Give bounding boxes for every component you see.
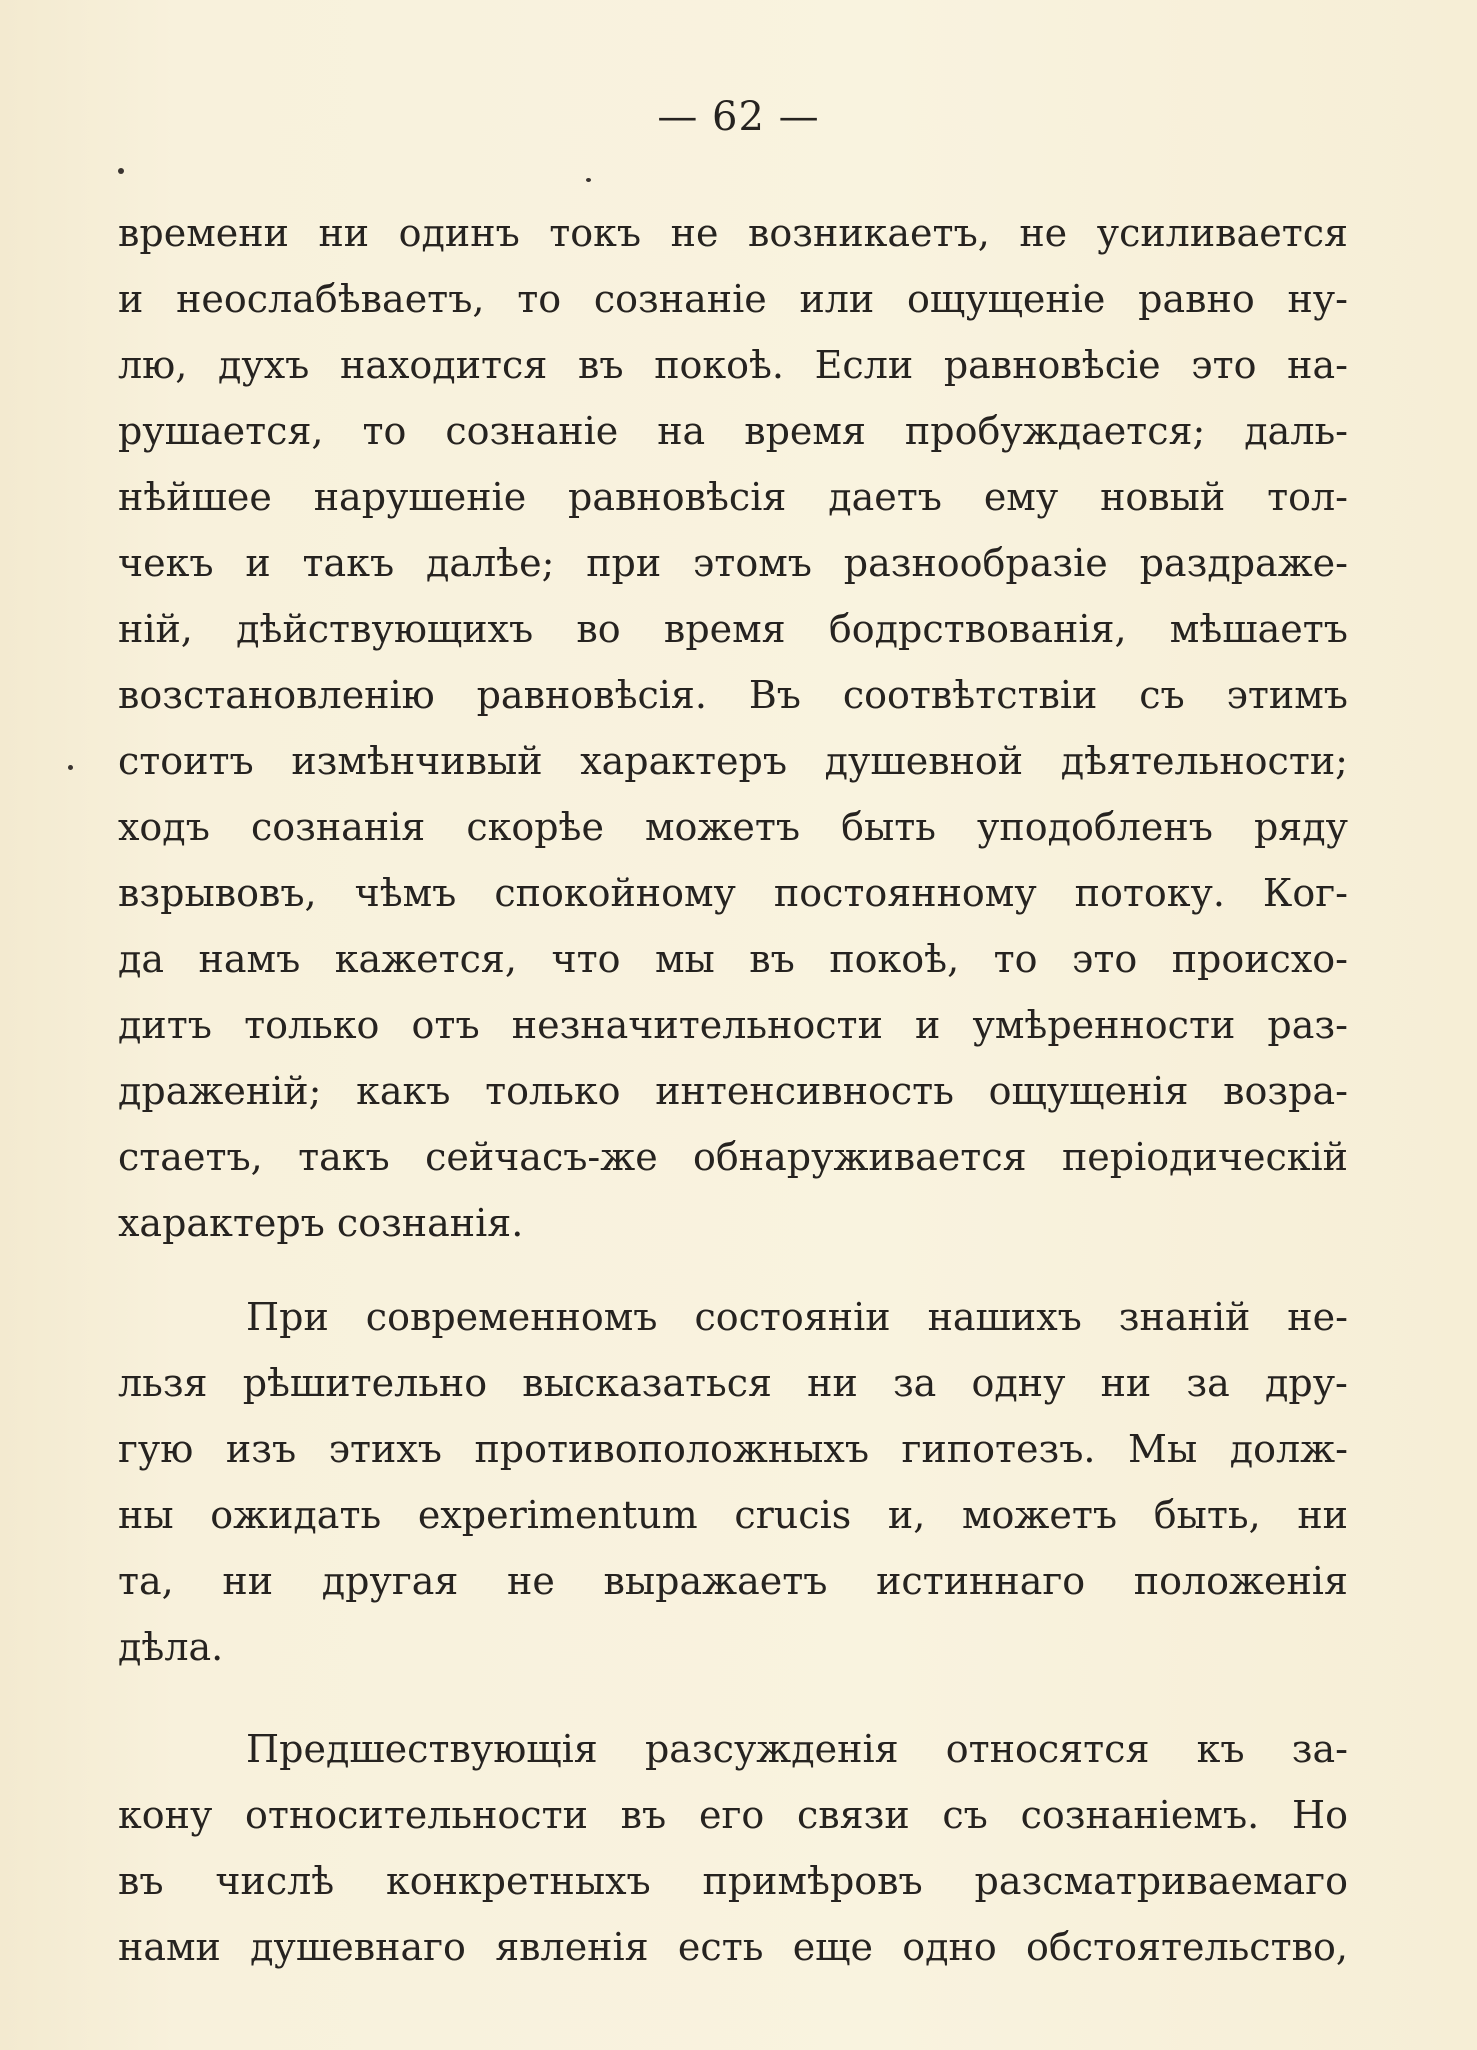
word: отъ — [411, 1003, 480, 1047]
word: равновѣсіе — [943, 343, 1161, 387]
print-speck — [68, 765, 73, 770]
word: періодическій — [1061, 1135, 1348, 1179]
word: уподобленъ — [977, 805, 1213, 849]
word: неослабѣваетъ, — [176, 277, 485, 321]
word: можетъ — [645, 805, 801, 849]
text-line — [118, 1416, 1348, 1482]
word: ощущенія — [988, 1069, 1189, 1113]
text-line: дѣла. — [118, 1625, 224, 1669]
word: чекъ — [118, 541, 214, 585]
word: возстановленію — [118, 673, 435, 717]
word: душевной — [824, 739, 1024, 783]
word: разнообразіе — [843, 541, 1108, 585]
word: обстоятельство, — [1026, 1925, 1348, 1969]
word: время — [744, 409, 866, 453]
word: конкретныхъ — [385, 1859, 651, 1903]
text-line — [118, 926, 1348, 992]
word: интенсивность — [655, 1069, 954, 1113]
text-line — [118, 1782, 1348, 1848]
word: измѣнчивый — [291, 739, 543, 783]
word: нѣйшее — [118, 475, 272, 519]
word: такъ — [302, 541, 395, 585]
word: при — [586, 541, 662, 585]
word: изъ — [225, 1427, 297, 1471]
text-line — [118, 1284, 1348, 1350]
word: истиннаго — [876, 1559, 1086, 1603]
word: ну- — [1287, 277, 1348, 321]
word: душевнаго — [250, 1925, 466, 1969]
word: скорѣе — [466, 805, 604, 849]
word: Въ — [748, 673, 801, 717]
word: не — [670, 211, 719, 255]
word: нашихъ — [927, 1295, 1082, 1339]
word: сознаніе — [445, 409, 619, 453]
word: за — [892, 1361, 937, 1405]
word: духъ — [217, 343, 310, 387]
word: не- — [1287, 1295, 1348, 1339]
word: характеръ — [580, 739, 788, 783]
text-line — [118, 1914, 1348, 1980]
word: та, — [118, 1559, 174, 1603]
word: взрывовъ, — [118, 871, 317, 915]
word: мы — [654, 937, 715, 981]
word: Если — [814, 343, 914, 387]
word: нами — [118, 1925, 221, 1969]
word: можетъ — [961, 1493, 1118, 1537]
word: и — [245, 541, 271, 585]
print-speck — [118, 168, 124, 174]
word: да — [118, 937, 165, 981]
word: ожидать — [210, 1493, 382, 1537]
word: времени — [118, 211, 289, 255]
text-line — [118, 530, 1348, 596]
word: числѣ — [215, 1859, 335, 1903]
word: за — [1186, 1361, 1230, 1405]
word: есть — [677, 1925, 764, 1969]
word: бодрствованія, — [828, 607, 1127, 651]
word: постоянному — [773, 871, 1037, 915]
word: находится — [340, 343, 548, 387]
word: въ — [577, 343, 624, 387]
word: стаетъ, — [118, 1135, 263, 1179]
word: то — [362, 409, 407, 453]
word: кажется, — [334, 937, 517, 981]
word: противоположныхъ — [474, 1427, 869, 1471]
word: на — [657, 409, 706, 453]
word: раздраже- — [1139, 541, 1348, 585]
word: обнаруживается — [693, 1135, 1027, 1179]
text-line — [118, 662, 1348, 728]
word: потоку. — [1074, 871, 1225, 915]
word: чѣмъ — [354, 871, 457, 915]
word: время — [663, 607, 786, 651]
word: во — [576, 607, 621, 651]
text-line: характеръ сознанія. — [118, 1201, 524, 1245]
word: такъ — [298, 1135, 390, 1179]
word: дѣйствующихъ — [236, 607, 534, 651]
word: за- — [1291, 1727, 1348, 1771]
word: даетъ — [828, 475, 942, 519]
word: на- — [1287, 343, 1348, 387]
word: современномъ — [365, 1295, 658, 1339]
word: покоѣ, — [829, 937, 960, 981]
text-line — [118, 1482, 1348, 1548]
word: въ — [620, 1793, 667, 1837]
text-line — [118, 1548, 1348, 1614]
word: незначительности — [511, 1003, 883, 1047]
word: дру- — [1264, 1361, 1348, 1405]
word: еще — [792, 1925, 873, 1969]
word: спокойному — [494, 871, 736, 915]
word: соотвѣтствіи — [842, 673, 1098, 717]
text-line — [118, 1350, 1348, 1416]
text-line — [118, 332, 1348, 398]
word: сознаніемъ. — [1020, 1793, 1260, 1837]
word: умѣренности — [972, 1003, 1236, 1047]
word: гипотезъ. — [901, 1427, 1096, 1471]
word: даль- — [1244, 409, 1348, 453]
word: происхо- — [1171, 937, 1348, 981]
word: этихъ — [328, 1427, 442, 1471]
word: рѣшительно — [242, 1361, 488, 1405]
word: разсужденія — [644, 1727, 899, 1771]
text-line — [118, 728, 1348, 794]
word: crucis — [734, 1493, 852, 1537]
body-text — [118, 200, 1348, 1980]
word: только — [244, 1003, 380, 1047]
text-line — [118, 1848, 1348, 1914]
text-line — [118, 200, 1348, 266]
word: ощущеніе — [907, 277, 1106, 321]
word: и — [118, 277, 144, 321]
word: далѣе; — [425, 541, 555, 585]
word: усиливается — [1096, 211, 1348, 255]
text-line — [118, 266, 1348, 332]
word: положенія — [1133, 1559, 1348, 1603]
word: и — [915, 1003, 941, 1047]
word: Мы — [1128, 1427, 1198, 1471]
word: что — [551, 937, 621, 981]
word: ни — [807, 1361, 858, 1405]
word: или — [799, 277, 875, 321]
word: дитъ — [118, 1003, 212, 1047]
word: ни — [318, 211, 370, 255]
word: этомъ — [693, 541, 812, 585]
word: токъ — [549, 211, 642, 255]
word: ни — [1100, 1361, 1152, 1405]
word: Ког- — [1262, 871, 1348, 915]
word: равно — [1138, 277, 1255, 321]
word: ній, — [118, 607, 193, 651]
word: его — [698, 1793, 765, 1837]
word: только — [485, 1069, 621, 1113]
word: и, — [887, 1493, 926, 1537]
word: разсматриваемаго — [974, 1859, 1348, 1903]
word: выражаетъ — [603, 1559, 828, 1603]
word: въ — [749, 937, 795, 981]
word: сознанія — [250, 805, 426, 849]
word: ны — [118, 1493, 174, 1537]
word: драженій; — [118, 1069, 322, 1113]
word: этимъ — [1226, 673, 1348, 717]
word: равновѣсія. — [476, 673, 707, 717]
word: льзя — [118, 1361, 208, 1405]
word: это — [1191, 343, 1257, 387]
page-number: — 62 — — [657, 94, 820, 140]
word: Но — [1291, 1793, 1348, 1837]
word: примѣровъ — [702, 1859, 923, 1903]
word: долж- — [1229, 1427, 1348, 1471]
print-speck — [586, 178, 591, 182]
text-line — [118, 596, 1348, 662]
word: связи — [796, 1793, 910, 1837]
word: высказаться — [522, 1361, 772, 1405]
word: ни — [1297, 1493, 1348, 1537]
word: пробуждается; — [904, 409, 1206, 453]
word: одинъ — [398, 211, 520, 255]
word: не — [1019, 211, 1068, 255]
word: явленія — [495, 1925, 649, 1969]
word: дѣятельности; — [1060, 739, 1348, 783]
word: кону — [118, 1793, 213, 1837]
word: рушается, — [118, 409, 324, 453]
word: какъ — [356, 1069, 451, 1113]
word: то — [993, 937, 1038, 981]
text-line — [118, 1124, 1348, 1190]
word: ряду — [1253, 805, 1348, 849]
word: быть — [841, 805, 936, 849]
word: тол- — [1267, 475, 1348, 519]
word: намъ — [198, 937, 301, 981]
text-line — [118, 794, 1348, 860]
word: лю, — [118, 343, 188, 387]
word: мѣшаетъ — [1169, 607, 1348, 651]
word: ни — [222, 1559, 274, 1603]
word: сознаніе — [593, 277, 767, 321]
text-line — [118, 464, 1348, 530]
word: относятся — [945, 1727, 1150, 1771]
word: Предшествующія — [246, 1727, 598, 1771]
word: другая — [321, 1559, 459, 1603]
text-line — [118, 1716, 1348, 1782]
word: съ — [942, 1793, 988, 1837]
word: При — [246, 1295, 329, 1339]
word: experimentum — [417, 1493, 698, 1537]
word: съ — [1139, 673, 1185, 717]
word: относительности — [245, 1793, 588, 1837]
text-line — [118, 1058, 1348, 1124]
word: равновѣсія — [568, 475, 787, 519]
text-line — [118, 860, 1348, 926]
word: гую — [118, 1427, 194, 1471]
word: возра- — [1223, 1069, 1348, 1113]
text-line — [118, 992, 1348, 1058]
word: въ — [118, 1859, 164, 1903]
word: не — [507, 1559, 555, 1603]
word: ему — [983, 475, 1059, 519]
word: одно — [902, 1925, 997, 1969]
word: то — [517, 277, 562, 321]
word: стоитъ — [118, 739, 254, 783]
word: къ — [1196, 1727, 1245, 1771]
word: это — [1072, 937, 1138, 981]
word: новый — [1100, 475, 1226, 519]
word: возникаетъ, — [748, 211, 990, 255]
word: покоѣ. — [654, 343, 785, 387]
word: нарушеніе — [313, 475, 527, 519]
text-line — [118, 398, 1348, 464]
word: состояніи — [694, 1295, 891, 1339]
word: одну — [971, 1361, 1066, 1405]
word: быть, — [1153, 1493, 1261, 1537]
word: ходъ — [118, 805, 210, 849]
word: раз- — [1267, 1003, 1348, 1047]
word: сейчасъ-же — [425, 1135, 658, 1179]
word: знаній — [1118, 1295, 1251, 1339]
